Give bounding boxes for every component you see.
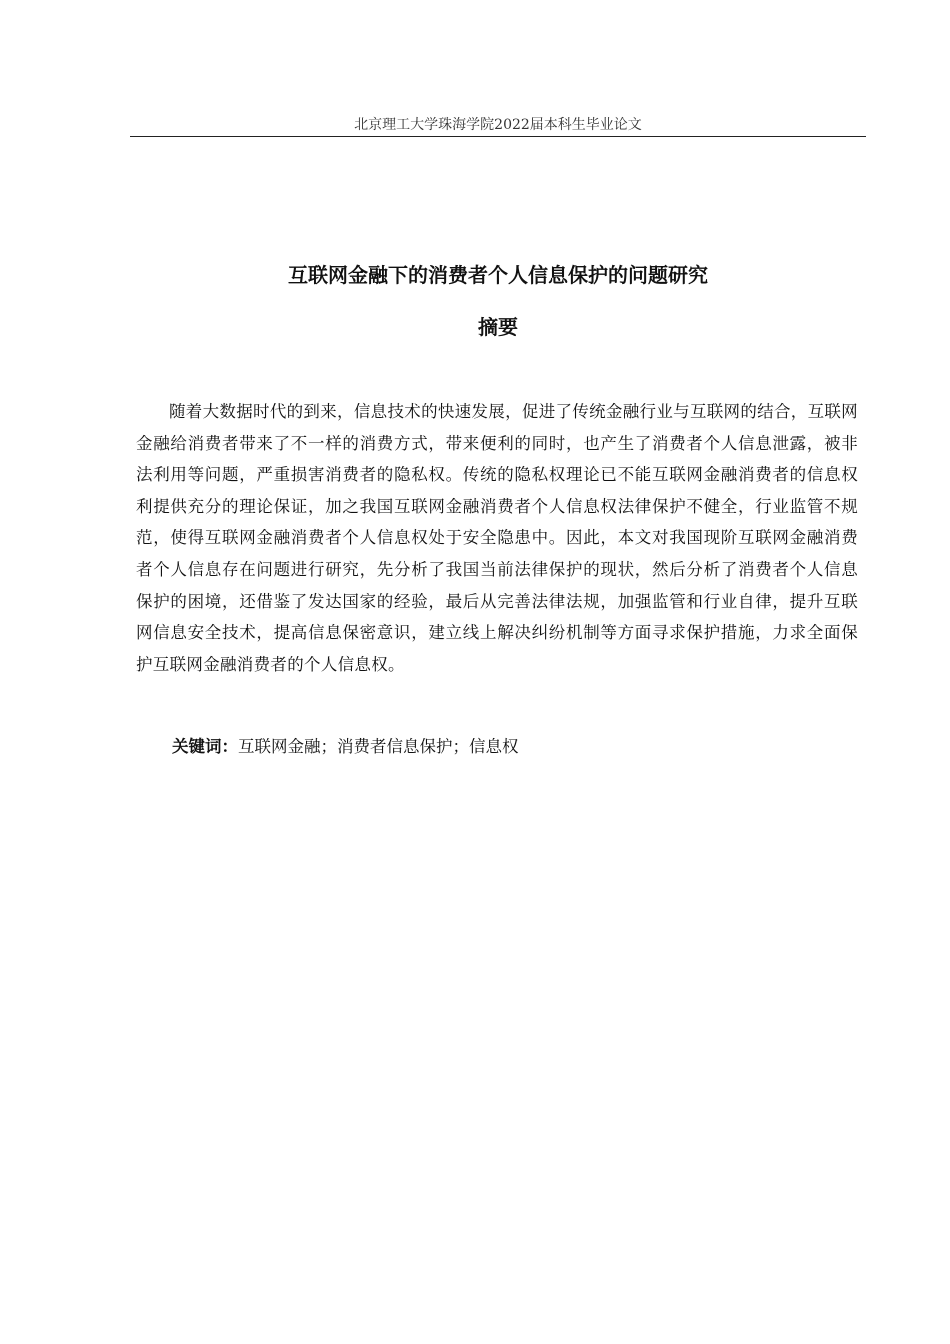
keywords-line (172, 732, 852, 762)
paper-title: 互联网金融下的消费者个人信息保护的问题研究 (288, 263, 708, 287)
keywords-text: 互联网金融；消费者信息保护；信息权 (238, 737, 519, 756)
abstract-heading: 摘要 (478, 315, 518, 339)
keywords-label: 关键词： (172, 737, 238, 756)
running-title: 北京理工大学珠海学院2022届本科生毕业论文 (354, 117, 642, 133)
abstract-body: 随着大数据时代的到来，信息技术的快速发展，促进了传统金融行业与互联网的结合，互联网金融给消费者带来了不一样的消费方式，带来便利的同时，也产生了消费者个人信息泄露，被非法利用等问题，严重损害消费者的隐私权。传统的隐私权理论已不能互联网金融消费者的信息权利提供充分的理论保证，加之我国互联网金融消费者个人信息权法律保护不健全，行业监管不规范，使得互联网金融消费者个人信息权处于安全隐患中。因此，本文对我国现阶互联网金融消费者个人信息存在问题进行研究，先分析了我国当前法律保护的现状，然后分析了消费者个人信息保护的困境，还借鉴了发达国家的经验，最后从完善法律法规，加强监管和行业自律，提升互联网信息安全技术，提高信息保密意识，建立线上解决纠纷机制等方面寻求保护措施，力求全面保护互联网金融消费者的个人信息权。 (136, 402, 858, 674)
page-header (130, 116, 866, 137)
